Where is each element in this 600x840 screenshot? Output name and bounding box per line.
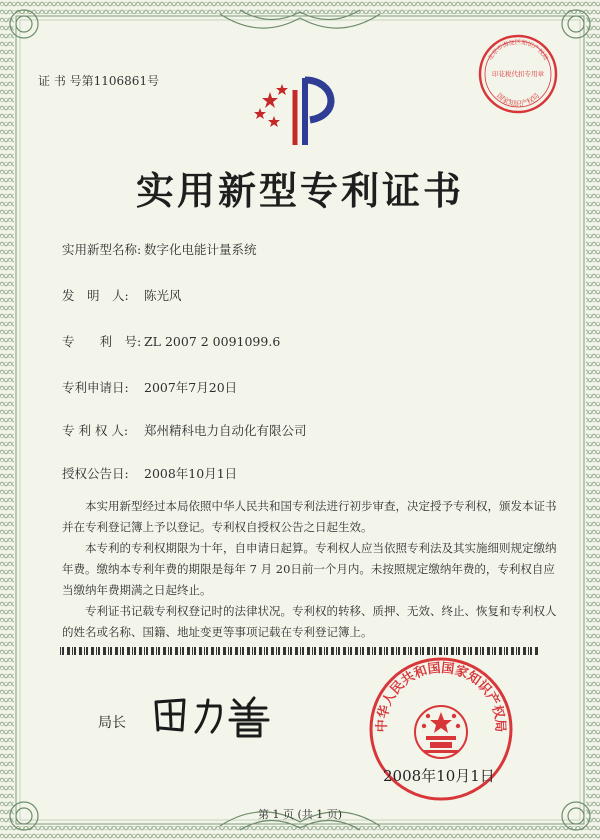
issue-date: 2008年10月1日 (383, 767, 495, 785)
seal-small-center-text: 印花税代扣专用章 (492, 70, 544, 78)
tax-stamp-seal (476, 32, 560, 116)
paragraph-legal-status: 专利证书记载专利权登记时的法律状况。专利权的转移、质押、无效、终止、恢复和专利权人的姓名或名称、国籍、地址变更等事项记载在专利登记簿上。 (62, 604, 557, 639)
field-inventor (62, 286, 182, 304)
field-label: 专 利 权 人: (62, 423, 129, 438)
field-grant-date (62, 464, 237, 482)
field-value: 数字化电能计量系统 (144, 242, 257, 257)
field-value: 2007年7月20日 (144, 380, 238, 395)
field-utility-model-name (62, 240, 257, 258)
seal-small-top-text: 北京市海淀区知识产权局 (486, 39, 550, 62)
field-application-date (62, 378, 237, 396)
field-value: 2008年10月1日 (144, 466, 238, 481)
field-value: 陈光风 (144, 288, 182, 303)
field-label: 专 利 号: (62, 334, 142, 349)
patent-office-logo (250, 70, 350, 150)
svg-text:国家知识产权局 (495, 91, 541, 108)
paragraph-term: 本专利的专利权期限为十年，自申请日起算。专利权人应当依照专利法及其实施细则规定缴纳年费。缴纳本专利年费的期限是每年 7 月 20日前一个月内。未按照规定缴纳年费的，专利权自应当缴纳年费期满之日起终止。 (62, 541, 557, 597)
field-patentee (62, 421, 307, 439)
certificate-number: 证 书 号第1106861号 (38, 74, 160, 88)
seal-small-bottom-text: 国家知识产权局 (494, 91, 542, 108)
field-value: 郑州精科电力自动化有限公司 (144, 423, 307, 438)
seal-big-text: 中华人民共和国国家知识产权局 (374, 660, 508, 733)
page-title: 实用新型专利证书 (135, 168, 464, 213)
director-signature (150, 690, 280, 740)
field-patent-number (62, 332, 280, 350)
svg-text:北京市海淀区知识产权局 (486, 38, 550, 62)
field-label: 授权公告日: (62, 466, 129, 481)
signature-label: 局长 (98, 715, 126, 731)
paragraph-grant: 本实用新型经过本局依照中华人民共和国专利法进行初步审查，决定授予专利权，颁发本证书并在专利登记簿上予以登记。专利权自授权公告之日起生效。 (62, 499, 557, 534)
field-value: ZL 2007 2 0091099.6 (144, 334, 281, 349)
field-label: 专利申请日: (62, 380, 129, 395)
page-footer: 第 1 页 (共 1 页) (257, 808, 343, 821)
field-label: 发 明 人: (62, 288, 129, 303)
field-label: 实用新型名称: (62, 242, 142, 257)
